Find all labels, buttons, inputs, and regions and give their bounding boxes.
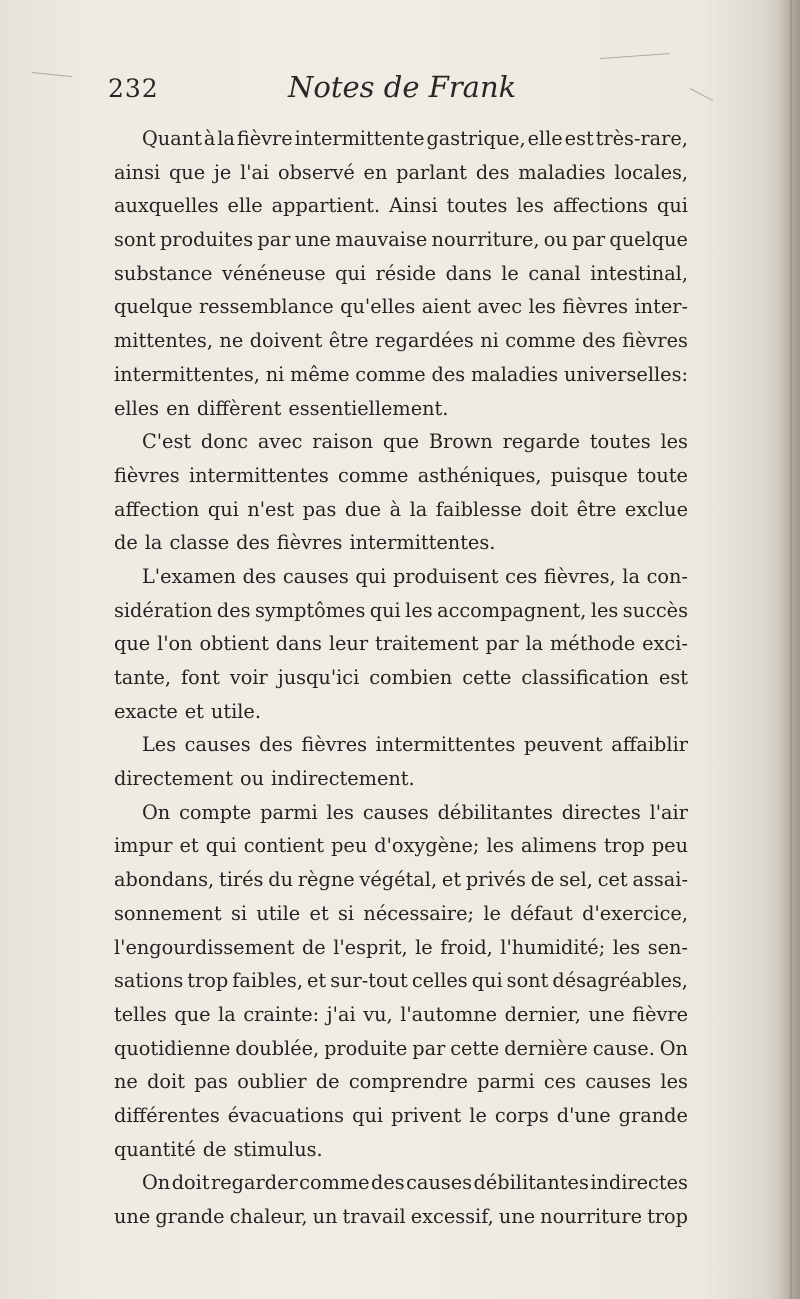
text-line: différentes évacuations qui privent le corps d'une grande	[114, 1103, 688, 1127]
text-line: sont produites par une mauvaise nourriture, ou par quelque	[114, 228, 688, 252]
text-line: exacte et utile.	[114, 699, 261, 723]
text-line: quelque ressemblance qu'elles aient avec les fièvres inter-	[114, 295, 688, 319]
text-line: substance vénéneuse qui réside dans le canal intestinal,	[114, 261, 688, 285]
text-line: directement ou indirectement.	[114, 767, 415, 791]
page-number: 232	[108, 74, 159, 103]
text-line: tante, font voir jusqu'ici combien cette classification est	[114, 666, 688, 689]
text-line: intermittentes, ni même comme des maladies universelles:	[114, 362, 688, 386]
text-line: abondans, tirés du règne végétal, et privés de sel, cet assai-	[114, 868, 688, 892]
text-line: quantité de stimulus.	[114, 1137, 323, 1161]
text-line: l'engourdissement de l'esprit, le froid, l'humidité; les sen-	[114, 935, 688, 959]
text-line: sidération des symptômes qui les accompagnent, les succès	[114, 598, 688, 622]
text-line: mittentes, ne doivent être regardées ni comme des fièvres	[114, 329, 688, 353]
text-line: sations trop faibles, et sur-tout celles qui sont désagréables,	[114, 969, 688, 993]
text-line: telles que la crainte: j'ai vu, l'automne dernier, une fièvre	[114, 1002, 688, 1026]
running-title: Notes de Frank	[288, 70, 517, 104]
text-line: On compte parmi les causes débilitantes directes l'air	[142, 800, 688, 824]
text-line: quotidienne doublée, produite par cette dernière cause. On	[114, 1036, 688, 1060]
text-line: une grande chaleur, un travail excessif, une nourriture trop	[114, 1205, 688, 1228]
scan-mark	[690, 88, 713, 101]
text-line: Quant à la fièvre intermittente gastrique, elle est très-rare,	[142, 127, 688, 150]
text-line: Les causes des fièvres intermittentes peuvent affaiblir	[142, 733, 688, 757]
text-line: de la classe des fièvres intermittentes.	[114, 531, 496, 555]
body-text	[114, 122, 688, 1234]
text-line: L'examen des causes qui produisent ces fièvres, la con-	[142, 564, 688, 588]
text-line: que l'on obtient dans leur traitement par la méthode exci-	[114, 632, 688, 656]
text-line: elles en diffèrent essentiellement.	[114, 396, 449, 420]
text-line: impur et qui contient peu d'oxygène; les alimens trop peu	[114, 834, 688, 858]
text-line: ainsi que je l'ai observé en parlant des maladies locales,	[114, 160, 688, 184]
text-line: affection qui n'est pas due à la faiblesse doit être exclue	[114, 497, 688, 521]
scan-mark	[600, 53, 670, 59]
text-line: On doit regarder comme des causes débilitantes indirectes	[142, 1171, 688, 1195]
text-line: ne doit pas oublier de comprendre parmi ces causes les	[114, 1070, 688, 1094]
text-line: sonnement si utile et si nécessaire; le défaut d'exercice,	[114, 901, 688, 925]
page-header	[108, 70, 668, 112]
page-edge-shadow	[766, 0, 800, 1299]
text-line: auxquelles elle appartient. Ainsi toutes les affections qui	[114, 194, 688, 218]
page-edge-line	[790, 0, 792, 1299]
text-line: fièvres intermittentes comme asthéniques, puisque toute	[114, 463, 688, 487]
text-line: C'est donc avec raison que Brown regarde toutes les	[142, 430, 688, 454]
scan-mark	[32, 72, 72, 77]
